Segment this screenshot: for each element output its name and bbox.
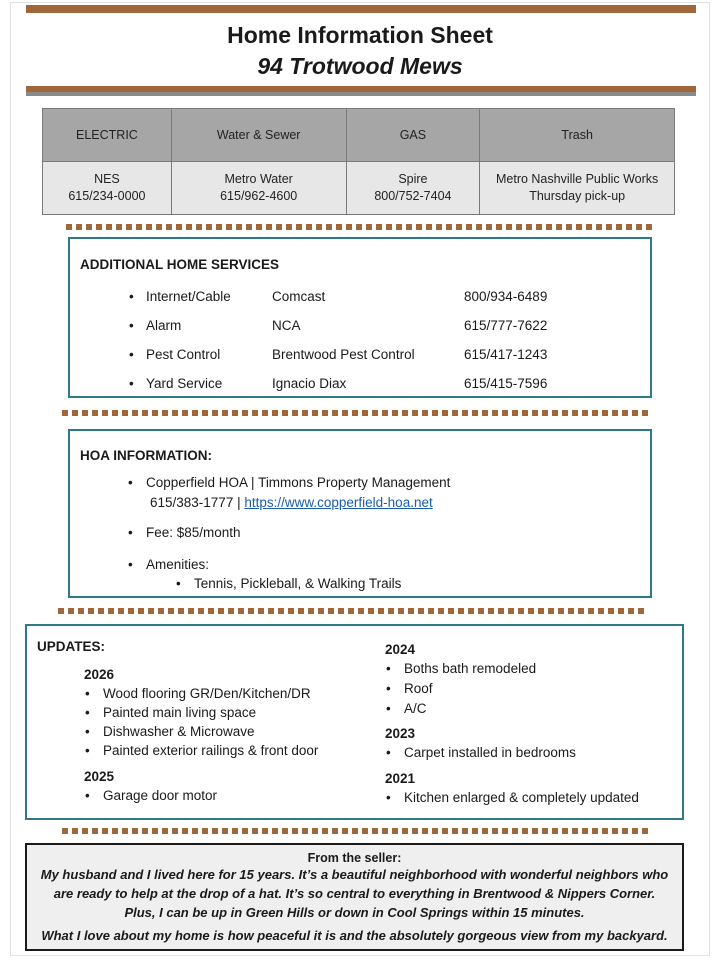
- update-year: 2026: [84, 667, 115, 682]
- hoa-amenities: • Tennis, Pickleball, & Walking Trails: [194, 576, 401, 591]
- seller-note-paragraph: My husband and I lived here for 15 years. It’s a beautiful neighborhood with wonderful neighbors who are ready to help at the drop of a hat. It’s so central to everything in Brentwood & Nippers Corner. Plus, I can be up in Green Hills or down in Cool Springs within 15 minutes.: [40, 867, 669, 920]
- utility-header-trash: Trash: [480, 109, 675, 162]
- hoa-contact-line: [150, 495, 433, 510]
- utility-cell-water: [171, 162, 346, 215]
- provider-detail: 800/752-7404: [374, 189, 452, 203]
- utility-cell-electric: [43, 162, 172, 215]
- service-type: Yard Service: [146, 376, 223, 391]
- update-year: 2023: [385, 726, 416, 741]
- update-item: • A/C: [404, 701, 427, 716]
- update-item: • Garage door motor: [103, 788, 217, 803]
- list-item: [70, 289, 650, 309]
- provider-name: Metro Water: [224, 172, 293, 186]
- hoa-box: [68, 429, 652, 598]
- updates-box: [25, 624, 684, 820]
- update-year: 2025: [84, 769, 115, 784]
- provider-name: Metro Nashville Public Works: [495, 172, 659, 186]
- utility-cell-trash: [480, 162, 675, 215]
- update-year: 2021: [385, 771, 416, 786]
- update-item: • Wood flooring GR/Den/Kitchen/DR: [103, 686, 311, 701]
- provider-name: Spire: [398, 172, 428, 186]
- update-item: • Kitchen enlarged & completely updated: [404, 790, 639, 805]
- updates-heading: UPDATES:: [37, 639, 106, 654]
- service-type: Pest Control: [146, 347, 221, 362]
- list-item: [70, 318, 650, 338]
- services-box: [68, 237, 652, 398]
- provider-detail: Thursday pick-up: [529, 189, 626, 203]
- update-item: • Dishwasher & Microwave: [103, 724, 255, 739]
- property-address: 94 Trotwood Mews: [257, 53, 463, 79]
- utility-header-water: Water & Sewer: [171, 109, 346, 162]
- service-provider: Brentwood Pest Control: [272, 347, 415, 362]
- service-phone: 615/777-7622: [464, 318, 548, 333]
- hoa-amenities-label: • Amenities:: [146, 557, 209, 572]
- header-top-rule: [26, 5, 696, 13]
- seller-note-box: [25, 843, 684, 951]
- seller-note-paragraph: What I love about my home is how peaceful it is and the absolutely gorgeous view from my backyard.: [41, 928, 668, 943]
- service-type: Internet/Cable: [146, 289, 231, 304]
- hoa-website-link[interactable]: https://www.copperfield-hoa.net: [244, 495, 433, 510]
- dotted-divider: [62, 410, 652, 416]
- list-item: [70, 376, 650, 396]
- update-item: • Roof: [404, 681, 433, 696]
- service-phone: 800/934-6489: [464, 289, 548, 304]
- service-phone: 615/417-1243: [464, 347, 548, 362]
- update-item: • Painted main living space: [103, 705, 256, 720]
- service-provider: Ignacio Diax: [272, 376, 347, 391]
- utilities-header-row: [43, 109, 675, 162]
- list-item: [70, 347, 650, 367]
- seller-note-label: From the seller:: [307, 851, 402, 865]
- hoa-phone: 615/383-1777 |: [150, 495, 241, 510]
- utility-header-electric: ELECTRIC: [43, 109, 172, 162]
- service-provider: NCA: [272, 318, 301, 333]
- update-item: • Boths bath remodeled: [404, 661, 536, 676]
- bullet-icon: •: [129, 347, 134, 362]
- update-year: 2024: [385, 642, 416, 657]
- page-title: Home Information Sheet: [227, 22, 493, 48]
- dotted-divider: [62, 828, 652, 834]
- hoa-heading: HOA INFORMATION:: [80, 448, 212, 463]
- dotted-divider: [58, 608, 648, 614]
- provider-detail: 615/962-4600: [220, 189, 298, 203]
- hoa-fee: • Fee: $85/month: [146, 525, 241, 540]
- service-provider: Comcast: [272, 289, 326, 304]
- dotted-divider: [66, 224, 656, 230]
- update-item: • Painted exterior railings & front door: [103, 743, 318, 758]
- hoa-name-line: • Copperfield HOA | Timmons Property Management: [146, 475, 450, 490]
- header-bottom-rule-grey: [26, 92, 696, 96]
- utilities-table: [42, 108, 675, 215]
- bullet-icon: •: [129, 376, 134, 391]
- utilities-provider-row: [43, 162, 675, 215]
- bullet-icon: •: [129, 289, 134, 304]
- service-type: Alarm: [146, 318, 182, 333]
- utility-cell-gas: [346, 162, 480, 215]
- provider-detail: 615/234-0000: [68, 189, 146, 203]
- update-item: • Carpet installed in bedrooms: [404, 745, 576, 760]
- bullet-icon: •: [129, 318, 134, 333]
- services-heading: ADDITIONAL HOME SERVICES: [80, 257, 280, 272]
- utility-header-gas: GAS: [346, 109, 480, 162]
- provider-name: NES: [94, 172, 120, 186]
- service-phone: 615/415-7596: [464, 376, 548, 391]
